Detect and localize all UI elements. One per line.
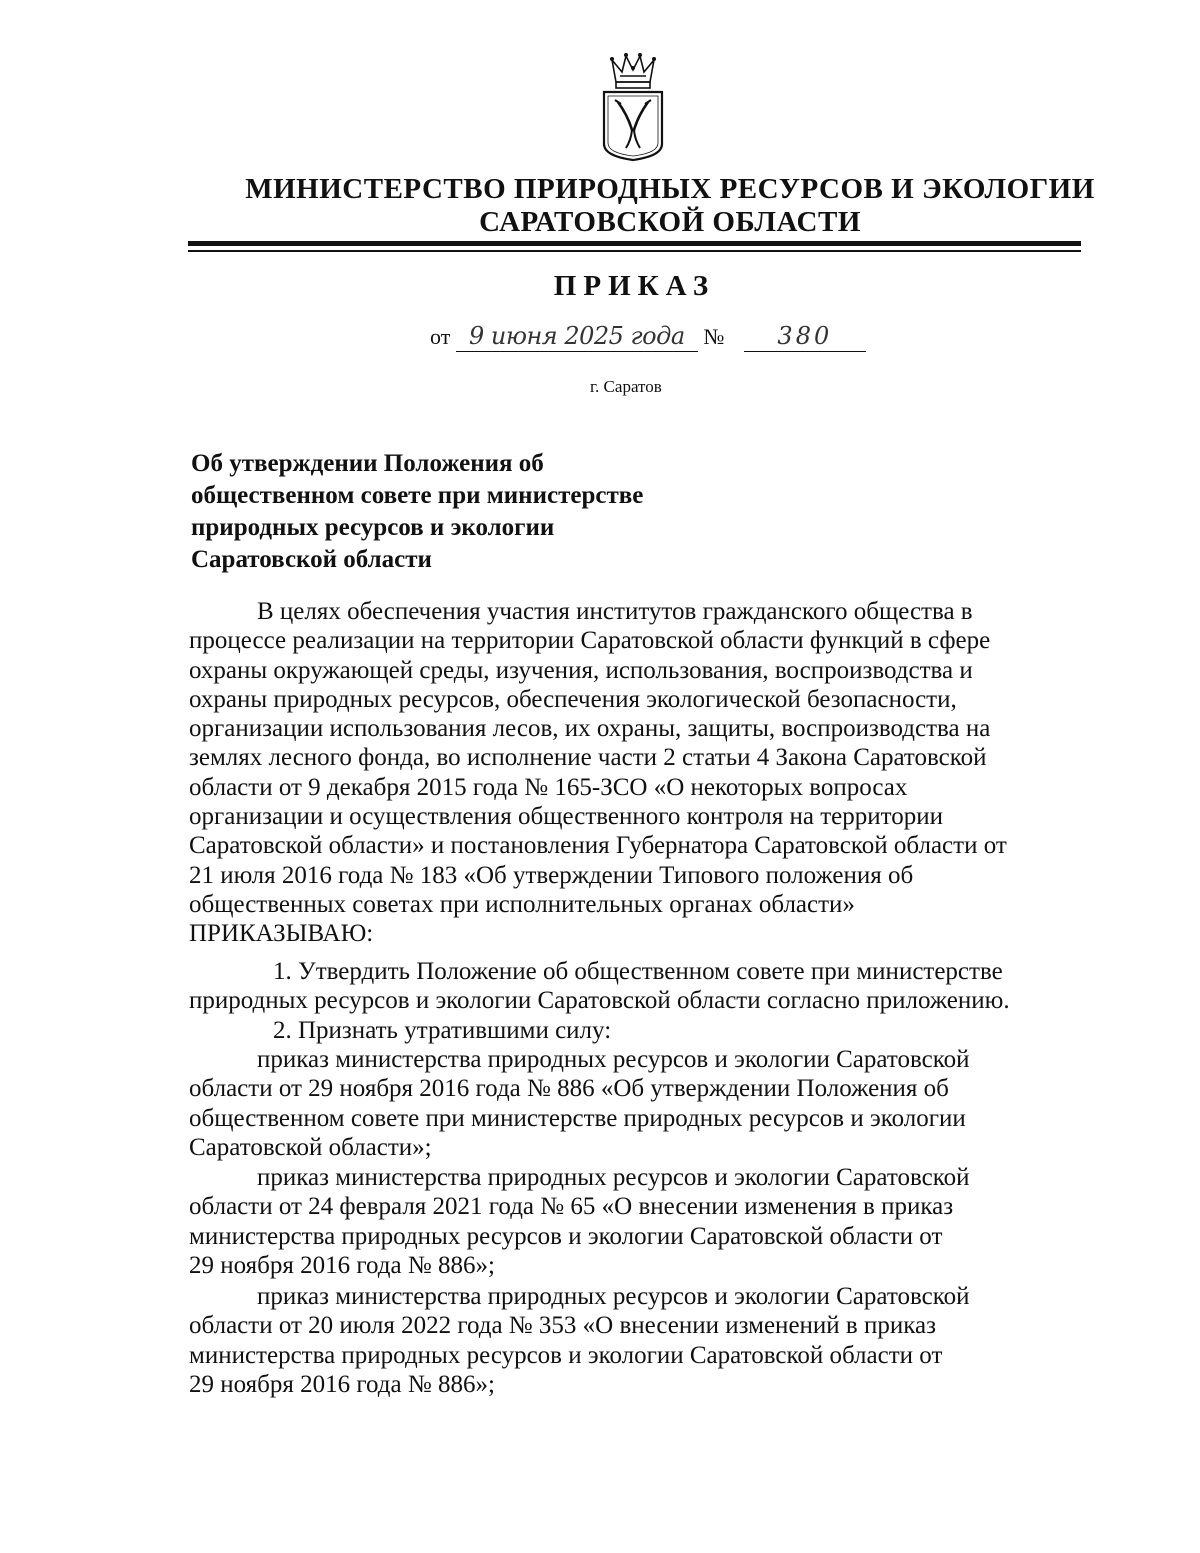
preamble-line: процессе реализации на территории Саратовской области функций в сфере: [189, 627, 991, 655]
preamble-line: охраны окружающей среды, изучения, использования, воспроизводства и: [189, 656, 973, 684]
subject-line: общественном совете при министерстве: [191, 482, 644, 509]
header-divider-thick: [188, 241, 1081, 246]
number-prefix: №: [703, 324, 725, 349]
repealed-line: области от 24 февраля 2021 года № 65 «О внесении изменения в приказ: [189, 1193, 954, 1221]
preamble-line: землях лесного фонда, во исполнение части 2 статьи 4 Закона Саратовской: [189, 744, 987, 772]
city-label: г. Саратов: [590, 377, 662, 396]
item-2-paragraph: [189, 1016, 1081, 1045]
repealed-line: министерства природных ресурсов и экологии Саратовской области от: [189, 1341, 943, 1369]
repealed-order-1: [189, 1045, 1081, 1162]
item-2-title: 2. Признать утратившими силу:: [273, 1017, 612, 1044]
handwritten-number: 380: [744, 321, 866, 352]
preamble-line: области от 9 декабря 2015 года № 165-ЗСО «О некоторых вопросах: [189, 773, 908, 801]
subject-line: Об утверждении Положения об: [191, 450, 544, 477]
repealed-line: Саратовской области»;: [189, 1133, 432, 1161]
repealed-line: 29 ноября 2016 года № 886»;: [189, 1251, 495, 1279]
subject-line: природных ресурсов и экологии: [191, 514, 555, 541]
date-number-line: [430, 320, 866, 354]
preamble-line: организации использования лесов, их охраны, защиты, воспроизводства на: [189, 715, 991, 743]
handwritten-date: 9 июня 2025 года: [456, 321, 698, 352]
preamble-line: В целях обеспечения участия институтов гражданского общества в: [257, 598, 973, 625]
repealed-line: области от 29 ноября 2016 года № 886 «Об утверждении Положения об: [189, 1075, 949, 1103]
preamble-line: общественных советах при исполнительных органах области»: [189, 890, 855, 918]
repealed-order-3: [189, 1282, 1081, 1399]
repealed-line: приказ министерства природных ресурсов и экологии Саратовской: [257, 1046, 970, 1073]
preamble-line: охраны природных ресурсов, обеспечения экологической безопасности,: [189, 685, 957, 713]
repealed-line: министерства природных ресурсов и экологии Саратовской области от: [189, 1222, 943, 1250]
header-divider-thin: [188, 250, 1081, 252]
order-subject: [191, 448, 643, 576]
preamble-line: 21 июля 2016 года № 183 «Об утверждении Типового положения об: [189, 861, 914, 889]
item-1-line: природных ресурсов и экологии Саратовской области согласно приложению.: [189, 987, 1010, 1015]
ministry-name-line-2: САРАТОВСКОЙ ОБЛАСТИ: [479, 206, 861, 238]
repealed-line: приказ министерства природных ресурсов и экологии Саратовской: [257, 1164, 970, 1191]
preamble-line: Саратовской области» и постановления Губернатора Саратовской области от: [189, 832, 1007, 860]
ministry-name-line-1: МИНИСТЕРСТВО ПРИРОДНЫХ РЕСУРСОВ И ЭКОЛОГИИ: [245, 173, 1095, 205]
repealed-line: области от 20 июля 2022 года № 353 «О внесении изменений в приказ: [189, 1312, 936, 1340]
repealed-line: общественном совете при министерстве природных ресурсов и экологии: [189, 1104, 966, 1132]
repealed-line: 29 ноября 2016 года № 886»;: [189, 1370, 495, 1398]
item-1-paragraph: [189, 957, 1081, 1016]
subject-line: Саратовской области: [191, 546, 432, 573]
preamble-decree-word: ПРИКАЗЫВАЮ:: [189, 920, 374, 948]
item-1-line: 1. Утвердить Положение об общественном совете при министерстве: [273, 958, 1003, 985]
preamble-paragraph: [189, 597, 1081, 949]
repealed-order-2: [189, 1163, 1081, 1280]
saratov-coat-of-arms-icon: [598, 52, 668, 162]
document-type-title: ПРИКАЗ: [553, 270, 716, 302]
repealed-line: приказ министерства природных ресурсов и экологии Саратовской: [257, 1283, 970, 1310]
date-prefix: от: [430, 324, 451, 349]
preamble-line: организации и осуществления общественного контроля на территории: [189, 803, 943, 831]
